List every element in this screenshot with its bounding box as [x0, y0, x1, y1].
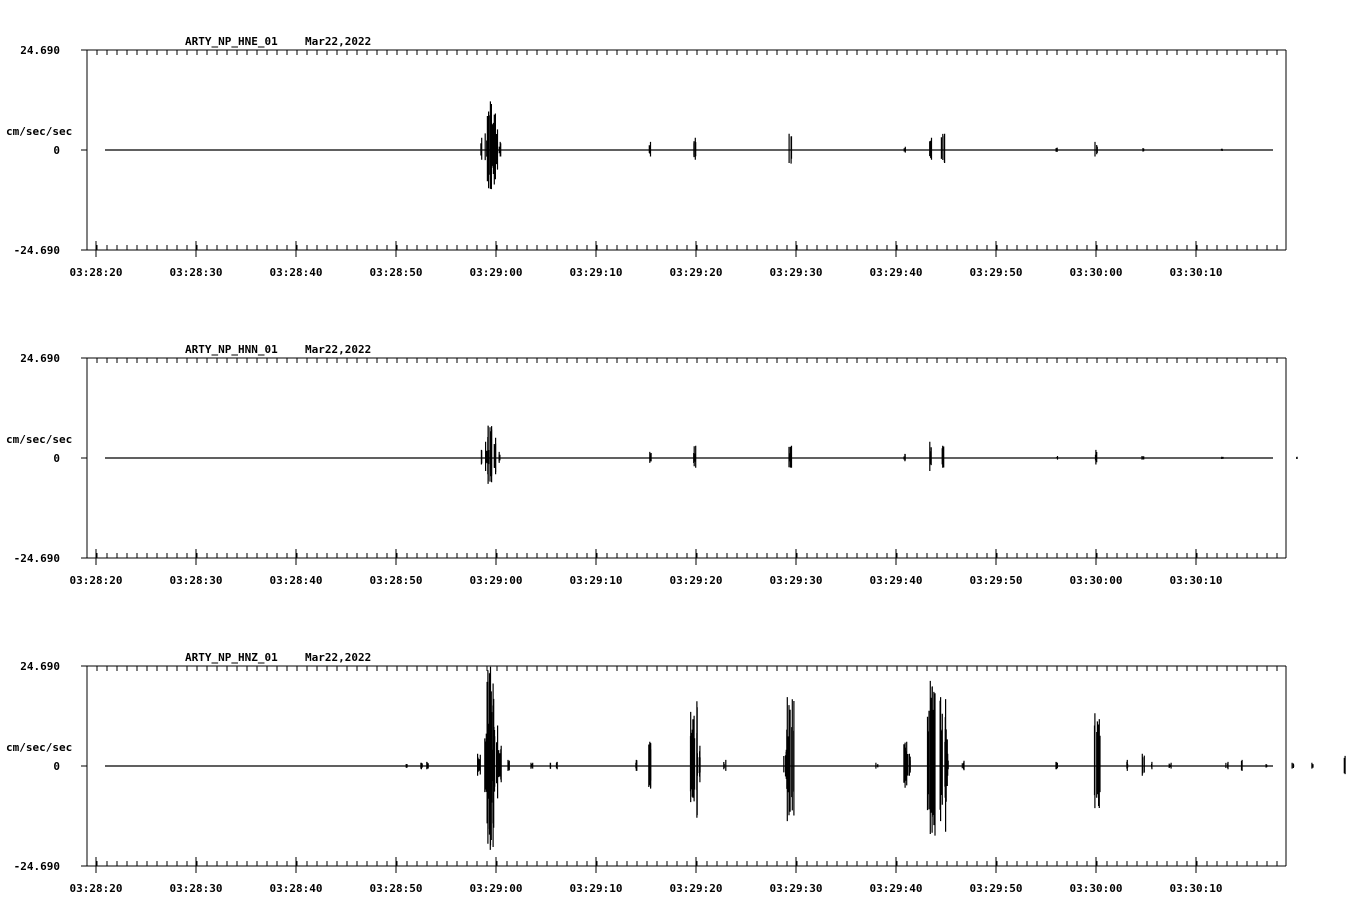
x-tick-label: 03:29:00 [469, 574, 523, 587]
y-tick-label-zero: 0 [53, 452, 60, 465]
x-tick-label: 03:29:20 [669, 882, 723, 895]
x-tick-label: 03:28:50 [369, 574, 423, 587]
panel-1 [6, 35, 1358, 279]
y-axis-label: cm/sec/sec [6, 433, 73, 446]
panel-date: Mar22,2022 [305, 35, 372, 48]
x-tick-label: 03:28:40 [269, 882, 323, 895]
x-tick-label: 03:29:10 [569, 266, 623, 279]
x-tick-label: 03:29:00 [469, 882, 523, 895]
panel-2 [6, 343, 1358, 587]
y-axis-label: cm/sec/sec [6, 741, 73, 754]
x-tick-label: 03:29:40 [869, 882, 923, 895]
y-axis-label: cm/sec/sec [6, 125, 73, 138]
waveform-trace [105, 426, 1358, 484]
x-tick-label: 03:30:10 [1169, 882, 1223, 895]
y-tick-label-max: 24.690 [20, 44, 60, 57]
x-tick-label: 03:28:20 [69, 882, 123, 895]
x-tick-label: 03:29:10 [569, 574, 623, 587]
waveform-trace [105, 101, 1358, 189]
x-tick-label: 03:29:40 [869, 574, 923, 587]
panel-title: ARTY_NP_HNZ_01 [185, 651, 278, 664]
y-tick-label-zero: 0 [53, 144, 60, 157]
y-tick-label-min: -24.690 [13, 552, 60, 565]
x-tick-label: 03:28:20 [69, 266, 123, 279]
x-tick-label: 03:29:20 [669, 266, 723, 279]
y-tick-label-min: -24.690 [13, 860, 60, 873]
x-tick-label: 03:28:40 [269, 266, 323, 279]
x-tick-label: 03:29:30 [769, 882, 823, 895]
x-tick-label: 03:30:10 [1169, 266, 1223, 279]
x-tick-label: 03:28:50 [369, 882, 423, 895]
waveform-trace [105, 667, 1358, 850]
y-tick-label-zero: 0 [53, 760, 60, 773]
x-tick-label: 03:28:20 [69, 574, 123, 587]
panel-date: Mar22,2022 [305, 651, 372, 664]
x-tick-label: 03:29:50 [969, 882, 1023, 895]
y-tick-label-min: -24.690 [13, 244, 60, 257]
x-tick-label: 03:29:30 [769, 574, 823, 587]
x-tick-label: 03:30:00 [1069, 882, 1123, 895]
x-tick-label: 03:28:30 [169, 882, 223, 895]
x-tick-label: 03:28:50 [369, 266, 423, 279]
x-tick-label: 03:29:50 [969, 266, 1023, 279]
x-tick-label: 03:30:00 [1069, 574, 1123, 587]
y-tick-label-max: 24.690 [20, 660, 60, 673]
x-tick-label: 03:29:50 [969, 574, 1023, 587]
y-tick-label-max: 24.690 [20, 352, 60, 365]
x-tick-label: 03:29:40 [869, 266, 923, 279]
x-tick-label: 03:29:10 [569, 882, 623, 895]
panel-title: ARTY_NP_HNE_01 [185, 35, 278, 48]
panel-3 [6, 651, 1358, 895]
x-tick-label: 03:29:30 [769, 266, 823, 279]
panel-date: Mar22,2022 [305, 343, 372, 356]
x-tick-label: 03:30:10 [1169, 574, 1223, 587]
panel-title: ARTY_NP_HNN_01 [185, 343, 278, 356]
x-tick-label: 03:28:30 [169, 574, 223, 587]
x-tick-label: 03:29:20 [669, 574, 723, 587]
x-tick-label: 03:30:00 [1069, 266, 1123, 279]
x-tick-label: 03:28:40 [269, 574, 323, 587]
x-tick-label: 03:29:00 [469, 266, 523, 279]
x-tick-label: 03:28:30 [169, 266, 223, 279]
